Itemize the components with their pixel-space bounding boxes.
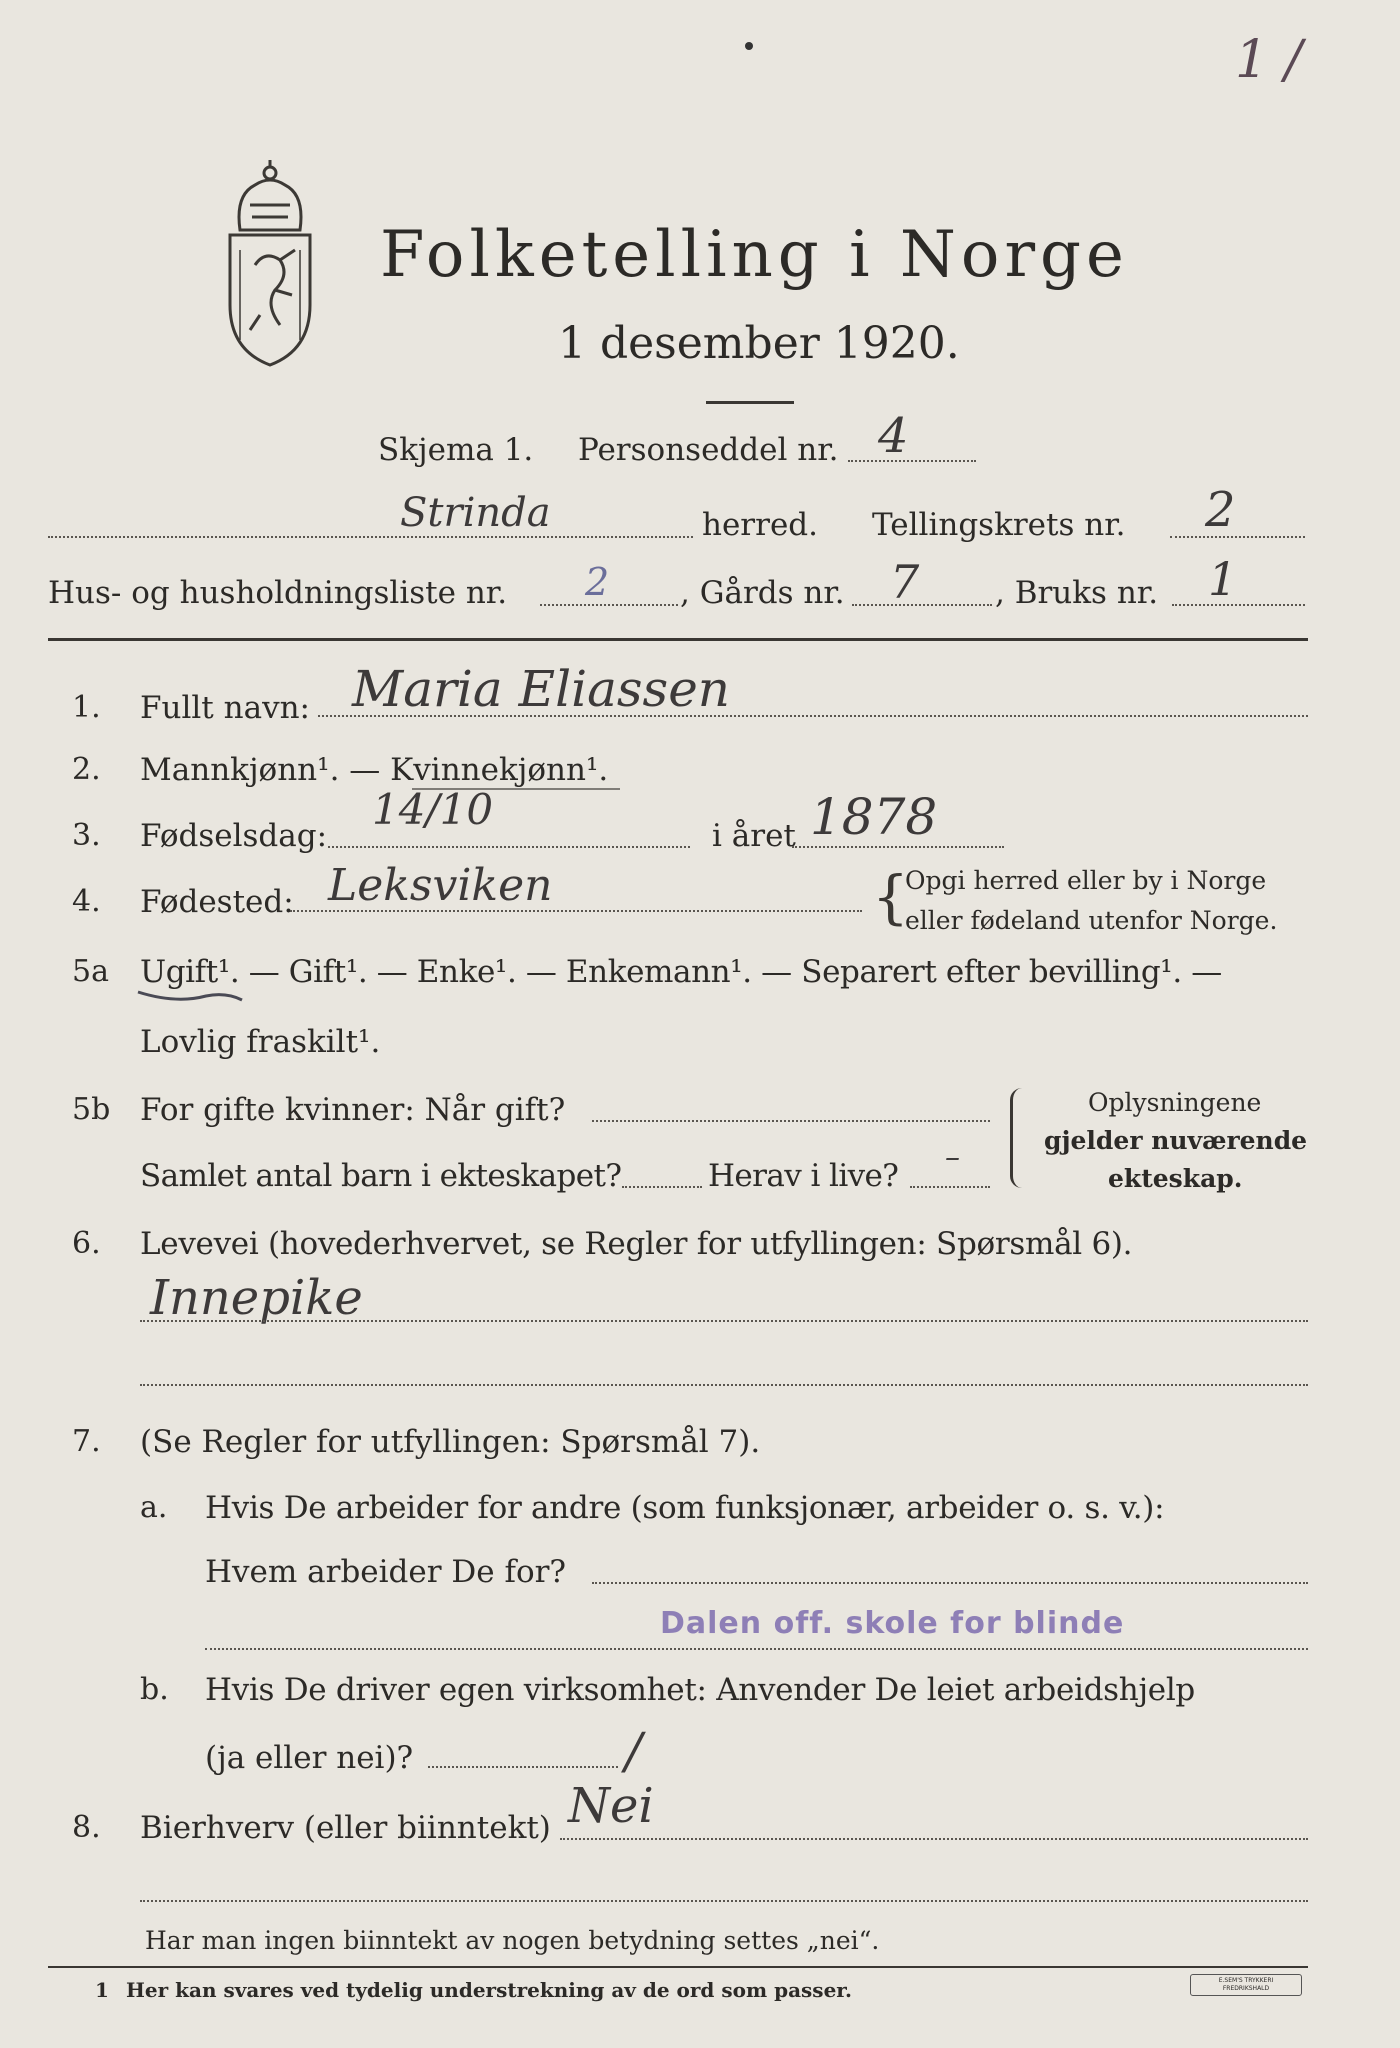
herred-label: herred. [702, 507, 818, 543]
personseddel-value: 4 [878, 408, 909, 464]
q5b-barn-field[interactable] [622, 1186, 702, 1188]
marginal-mark: 1 / [1235, 30, 1303, 90]
gards-field[interactable] [852, 604, 992, 606]
footnote-text: Her kan svares ved tydelig understrekning av de ord som passer. [126, 1978, 852, 2002]
q6-field-line1[interactable] [140, 1320, 1308, 1322]
q6-value: Innepike [150, 1270, 363, 1326]
q5b-nar-gift-field[interactable] [592, 1120, 990, 1122]
q8-label: Bierhverv (eller biinntekt) [140, 1810, 551, 1846]
bruks-value: 1 [1208, 552, 1238, 606]
q7b-line2: (ja eller nei)? [205, 1740, 414, 1776]
printer-mark-line1: E.SEM'S TRYKKERI [1218, 1977, 1274, 1984]
tellingskrets-value: 2 [1205, 482, 1236, 538]
q2-number: 2. [72, 752, 101, 787]
q3-year-field[interactable] [792, 846, 1004, 848]
q3-label: Fødselsdag: [140, 818, 328, 854]
q1-number: 1. [72, 690, 101, 725]
q7a-field-line2[interactable] [205, 1648, 1308, 1650]
q1-label: Fullt navn: [140, 690, 310, 726]
skjema-label: Skjema 1. [378, 432, 534, 468]
header-divider [48, 638, 1308, 641]
q5b-label-line2b: Herav i live? [708, 1158, 899, 1194]
printer-mark [1190, 1974, 1302, 1996]
bruks-field[interactable] [1172, 604, 1305, 606]
q2-label: Mannkjønn¹. — Kvinnekjønn¹. [140, 752, 609, 788]
q5b-label-line2a: Samlet antal barn i ekteskapet? [140, 1158, 622, 1194]
q7a-line2: Hvem arbeider De for? [205, 1554, 567, 1590]
q7a-letter: a. [140, 1490, 168, 1525]
gards-value: 7 [890, 555, 920, 609]
q5b-note-line3: ekteskap. [1108, 1164, 1243, 1193]
ink-dot [745, 42, 753, 50]
q5a-label-line2: Lovlig fraskilt¹. [140, 1024, 381, 1060]
printer-mark-line2: FREDRIKSHALD [1222, 1985, 1270, 1992]
q7b-field[interactable] [428, 1766, 618, 1768]
q5b-herav-value: – [945, 1140, 960, 1175]
q7a-field[interactable] [592, 1582, 1308, 1584]
q4-note-line2: eller fødeland utenfor Norge. [905, 906, 1278, 935]
coat-of-arms-icon [210, 155, 330, 370]
q5b-number: 5b [72, 1092, 111, 1127]
q3-value: 14/10 [372, 785, 494, 834]
gards-label: , Gårds nr. [680, 575, 845, 611]
q6-field-line2[interactable] [140, 1384, 1308, 1386]
tellingskrets-label: Tellingskrets nr. [872, 507, 1126, 543]
q7b-line1: Hvis De driver egen virksomhet: Anvender De leiet arbeidshjelp [205, 1672, 1195, 1708]
q8-field[interactable] [560, 1838, 1308, 1840]
hus-field[interactable] [540, 604, 678, 606]
q7a-line1: Hvis De arbeider for andre (som funksjonær, arbeider o. s. v.): [205, 1490, 1165, 1526]
herred-field[interactable] [48, 536, 693, 538]
hus-label: Hus- og husholdningsliste nr. [48, 575, 508, 611]
q5b-note-line2: gjelder nuværende [1044, 1126, 1308, 1155]
q6-label: Levevei (hovederhvervet, se Regler for utfyllingen: Spørsmål 6). [140, 1226, 1133, 1262]
q5b-note-line1: Oplysningene [1088, 1088, 1262, 1117]
q4-brace: { [872, 863, 909, 931]
census-date: 1 desember 1920. [558, 318, 960, 369]
q7-number: 7. [72, 1424, 101, 1459]
form-title: Folketelling i Norge [380, 218, 1129, 292]
bruks-label: , Bruks nr. [995, 575, 1159, 611]
q3-year-value: 1878 [810, 788, 938, 846]
hus-value: 2 [585, 560, 610, 604]
q5a-label-line1: Ugift¹. — Gift¹. — Enke¹. — Enkemann¹. — Separert efter bevilling¹. — [140, 954, 1222, 990]
q7b-letter: b. [140, 1672, 169, 1707]
q4-note-line1: Opgi herred eller by i Norge [905, 866, 1267, 895]
q4-number: 4. [72, 884, 101, 919]
personseddel-field[interactable] [848, 460, 976, 462]
q3-year-label: i året [712, 818, 796, 854]
footnote-number: 1 [95, 1978, 109, 2002]
q5a-number: 5a [72, 954, 109, 989]
q7b-value: / [625, 1722, 642, 1780]
q5b-label-line1: For gifte kvinner: Når gift? [140, 1092, 566, 1128]
q5b-bracket [1010, 1088, 1027, 1188]
q6-number: 6. [72, 1226, 101, 1261]
title-divider [706, 401, 794, 404]
q8-field-line2[interactable] [140, 1900, 1308, 1902]
q5a-ugift-underline [136, 986, 246, 1006]
herred-value: Strinda [400, 490, 551, 536]
q7a-stamp: Dalen off. skole for blinde [660, 1606, 1125, 1641]
q3-number: 3. [72, 818, 101, 853]
tellingskrets-field[interactable] [1170, 536, 1305, 538]
q8-number: 8. [72, 1810, 101, 1845]
biinntekt-note: Har man ingen biinntekt av nogen betydning settes „nei“. [145, 1926, 880, 1955]
q1-value: Maria Eliassen [352, 660, 731, 718]
footer-divider [48, 1966, 1308, 1968]
q8-value: Nei [568, 1778, 654, 1834]
q4-label: Fødested: [140, 884, 294, 920]
q3-field[interactable] [328, 846, 690, 848]
q4-value: Leksviken [328, 860, 553, 911]
personseddel-label: Personseddel nr. [578, 432, 839, 468]
q7-label: (Se Regler for utfyllingen: Spørsmål 7). [140, 1424, 761, 1460]
q5b-herav-field[interactable] [910, 1186, 990, 1188]
